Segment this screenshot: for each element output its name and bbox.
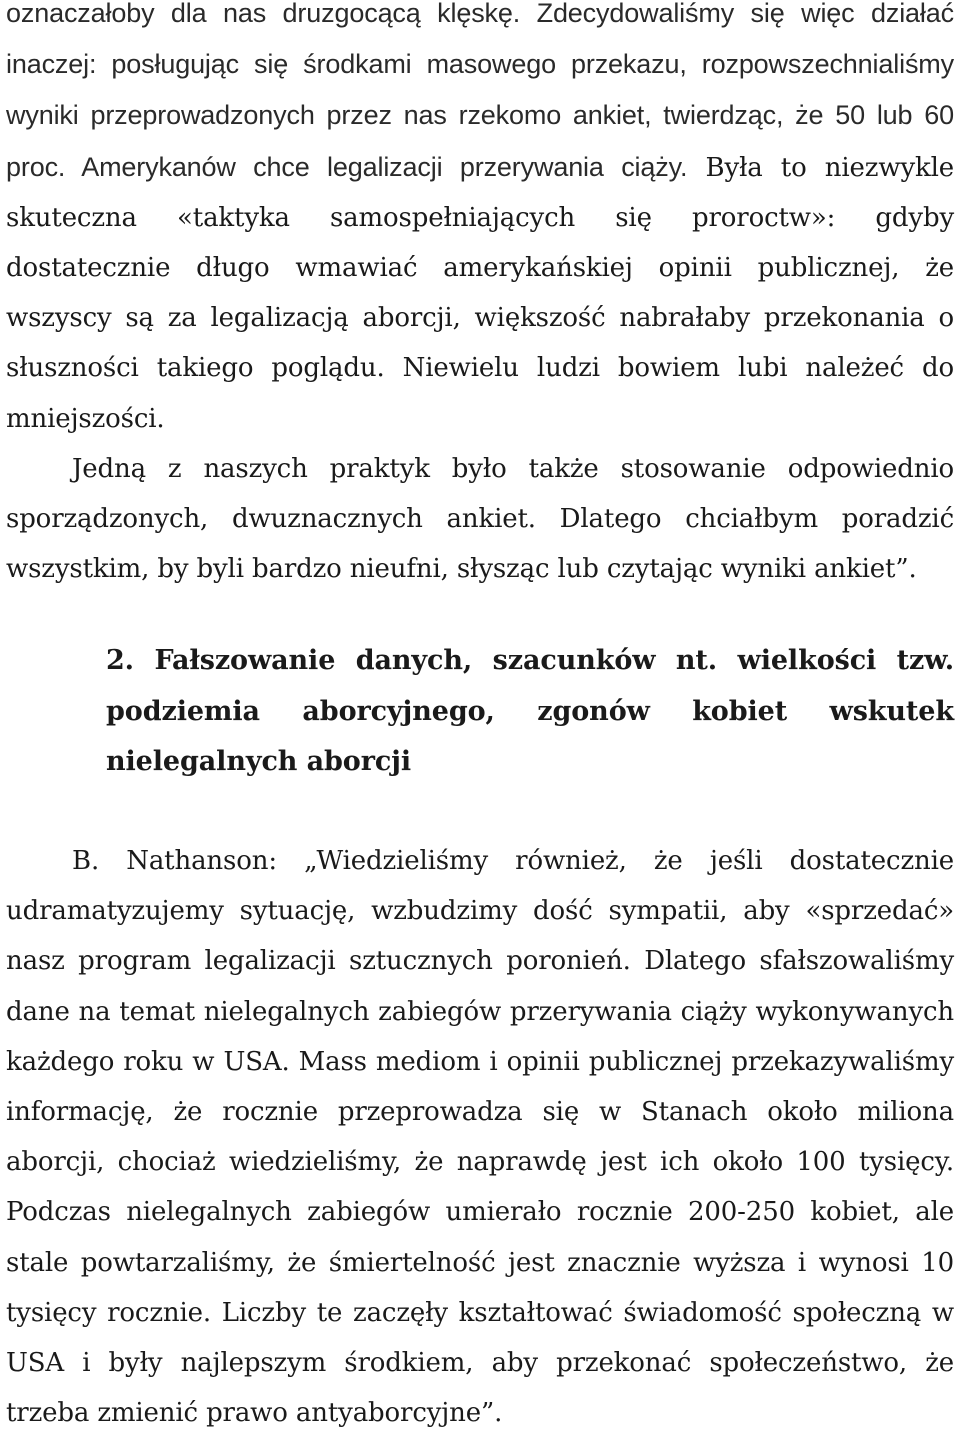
spacer (6, 787, 954, 836)
paragraph-nathanson-quote: B. Nathanson: „Wiedzieliśmy również, że jeśli dostatecznie udramatyzujemy sytuację, wzbudzimy dość sympatii, aby «sprzedać» nasz program legalizacji sztucznych poronień. Dlatego sfałszowaliśmy dane na temat nielegalnych zabiegów przerywania ciąży wykonywanych każdego roku w USA. Mass mediom i opinii publicznej przekazywaliśmy informację, że rocznie przeprowadza się w Stanach około miliona aborcji, chociaż wiedzieliśmy, że naprawdę jest ich około 100 tysięcy. Podczas nielegalnych zabiegów umierało rocznie 200-250 kobiet, ale stale powtarzaliśmy, że śmiertelność jest znacznie wyższa i wynosi 10 tysięcy rocznie. Liczby te zaczęły kształtować świadomość społeczną w USA i były najlepszym środkiem, aby przekonać społeczeństwo, że trzeba zmienić prawo antyaborcyjne”. (6, 846, 954, 1429)
paragraph-ambiguous-polls: Jedną z naszych praktyk było także stosowanie odpowiednio sporządzonych, dwuznacznych ankiet. Dlatego chciałbym poradzić wszystkim, by byli bardzo nieufni, słysząc lub czytając wyniki ankiet”. (6, 453, 954, 585)
document-page (6, 0, 954, 1438)
spacer (6, 594, 954, 636)
paragraph-polls-lead: oznaczałoby dla nas druzgocącą klęskę. Zdecydowaliśmy się więc działać inaczej: posługując się środkami masowego przekazu, rozpowszechnialiśmy wyniki przeprowadzonych przez nas rzekomo ankiet, twierdząc, że 50 lub 60 proc. Amerykanów chce legalizacji przerywania ciąży. (6, 0, 954, 182)
paragraph-polls (6, 0, 954, 444)
paragraph-polls-rest: Była to niezwykle skuteczna «taktyka samospełniających się proroctw»: gdyby dostatecznie długo wmawiać amerykańskiej opinii publicznej, że wszyscy są za legalizacją aborcji, większość nabrałaby przekonania o słuszności takiego poglądu. Niewielu ludzi bowiem lubi należeć do mniejszości. (6, 152, 954, 434)
section-heading: 2. Fałszowanie danych, szacunków nt. wielkości tzw. podziemia aborcyjnego, zgonów kobiet wskutek nielegalnych aborcji (106, 645, 954, 777)
